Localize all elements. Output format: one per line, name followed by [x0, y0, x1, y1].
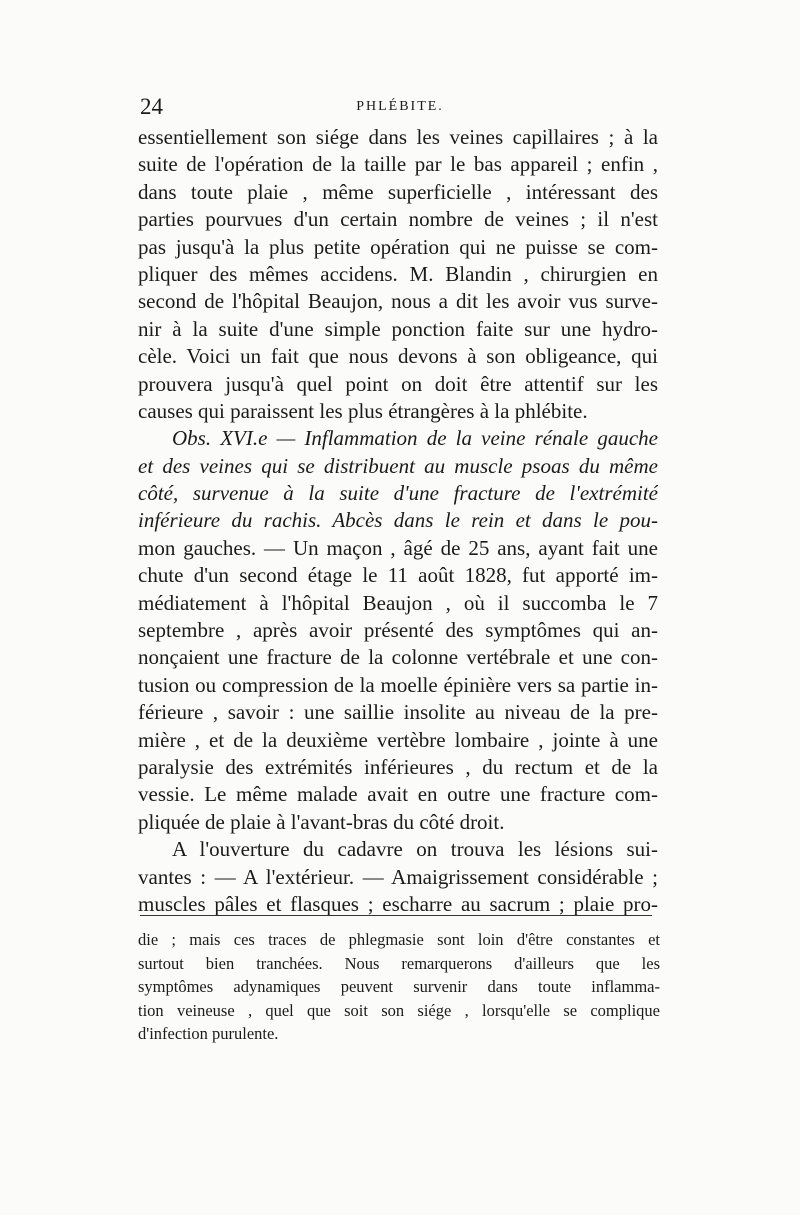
text-line: nonçaient une fracture de la colonne vertébrale et une con- — [138, 645, 658, 670]
text-line: second de l'hôpital Beaujon, nous a dit les avoir vus surve- — [138, 289, 658, 314]
running-head: PHLÉBITE. — [356, 99, 444, 114]
observation-heading-line: Obs. XVI.e — Inflammation de la veine rénale gauche — [172, 426, 658, 451]
text-line: muscles pâles et flasques ; escharre au sacrum ; plaie pro- — [138, 891, 658, 916]
text-line: chute d'un second étage le 11 août 1828, fut apporté im- — [138, 563, 658, 588]
text-line: vessie. Le même malade avait en outre une fracture com- — [138, 782, 658, 807]
text-line: pliquée de plaie à l'avant-bras du côté droit. — [138, 809, 505, 834]
body-text — [138, 124, 658, 918]
text-line: parties pourvues d'un certain nombre de veines ; il n'est — [138, 207, 658, 232]
text-line: mon gauches. — Un maçon , âgé de 25 ans, ayant fait une — [138, 535, 658, 560]
text-line: dans toute plaie , même superficielle , intéressant des — [138, 179, 658, 204]
text-line: vantes : — A l'extérieur. — Amaigrissement considérable ; — [138, 864, 658, 889]
footnote-line: surtout bien tranchées. Nous remarquerons d'ailleurs que les — [138, 953, 660, 973]
footnote-line: d'infection purulente. — [138, 1024, 279, 1044]
observation-heading-line: côté, survenue à la suite d'une fracture de l'extrémité — [138, 481, 658, 506]
text-line: prouvera jusqu'à quel point on doit être attentif sur les — [138, 371, 658, 396]
text-line: tusion ou compression de la moelle épinière vers sa partie in- — [138, 672, 658, 697]
text-line: pas jusqu'à la plus petite opération qui ne puisse se com- — [138, 234, 658, 259]
text-line: suite de l'opération de la taille par le bas appareil ; enfin , — [138, 152, 658, 177]
text-line: causes qui paraissent les plus étrangères à la phlébite. — [138, 398, 588, 423]
footnote-line: tion veineuse , quel que soit son siége , lorsqu'elle se complique — [138, 1000, 660, 1020]
footnote-divider — [140, 915, 652, 916]
text-line: cèle. Voici un fait que nous devons à son obligeance, qui — [138, 344, 658, 369]
text-line: A l'ouverture du cadavre on trouva les lésions sui- — [172, 837, 658, 862]
text-line: férieure , savoir : une saillie insolite au niveau de la pre- — [138, 700, 658, 725]
page-header — [140, 95, 660, 119]
observation-heading-line: inférieure du rachis. Abcès dans le rein et dans le pou- — [138, 508, 658, 533]
observation-heading-line: et des veines qui se distribuent au muscle psoas du même — [138, 453, 658, 478]
text-line: nir à la suite d'une simple ponction faite sur une hydro- — [138, 316, 658, 341]
text-line: essentiellement son siége dans les veines capillaires ; à la — [138, 125, 658, 149]
text-line: paralysie des extrémités inférieures , du rectum et de la — [138, 754, 658, 779]
footnote — [138, 928, 660, 1046]
footnote-line: die ; mais ces traces de phlegmasie sont loin d'être constantes et — [138, 930, 660, 949]
page-number: 24 — [140, 94, 163, 119]
footnote-line: symptômes adynamiques peuvent survenir dans toute inflamma- — [138, 977, 660, 997]
text-line: mière , et de la deuxième vertèbre lombaire , jointe à une — [138, 727, 658, 752]
text-line: médiatement à l'hôpital Beaujon , où il succomba le 7 — [138, 590, 658, 615]
text-line: septembre , après avoir présenté des symptômes qui an- — [138, 618, 658, 643]
text-line: pliquer des mêmes accidens. M. Blandin , chirurgien en — [138, 261, 658, 286]
